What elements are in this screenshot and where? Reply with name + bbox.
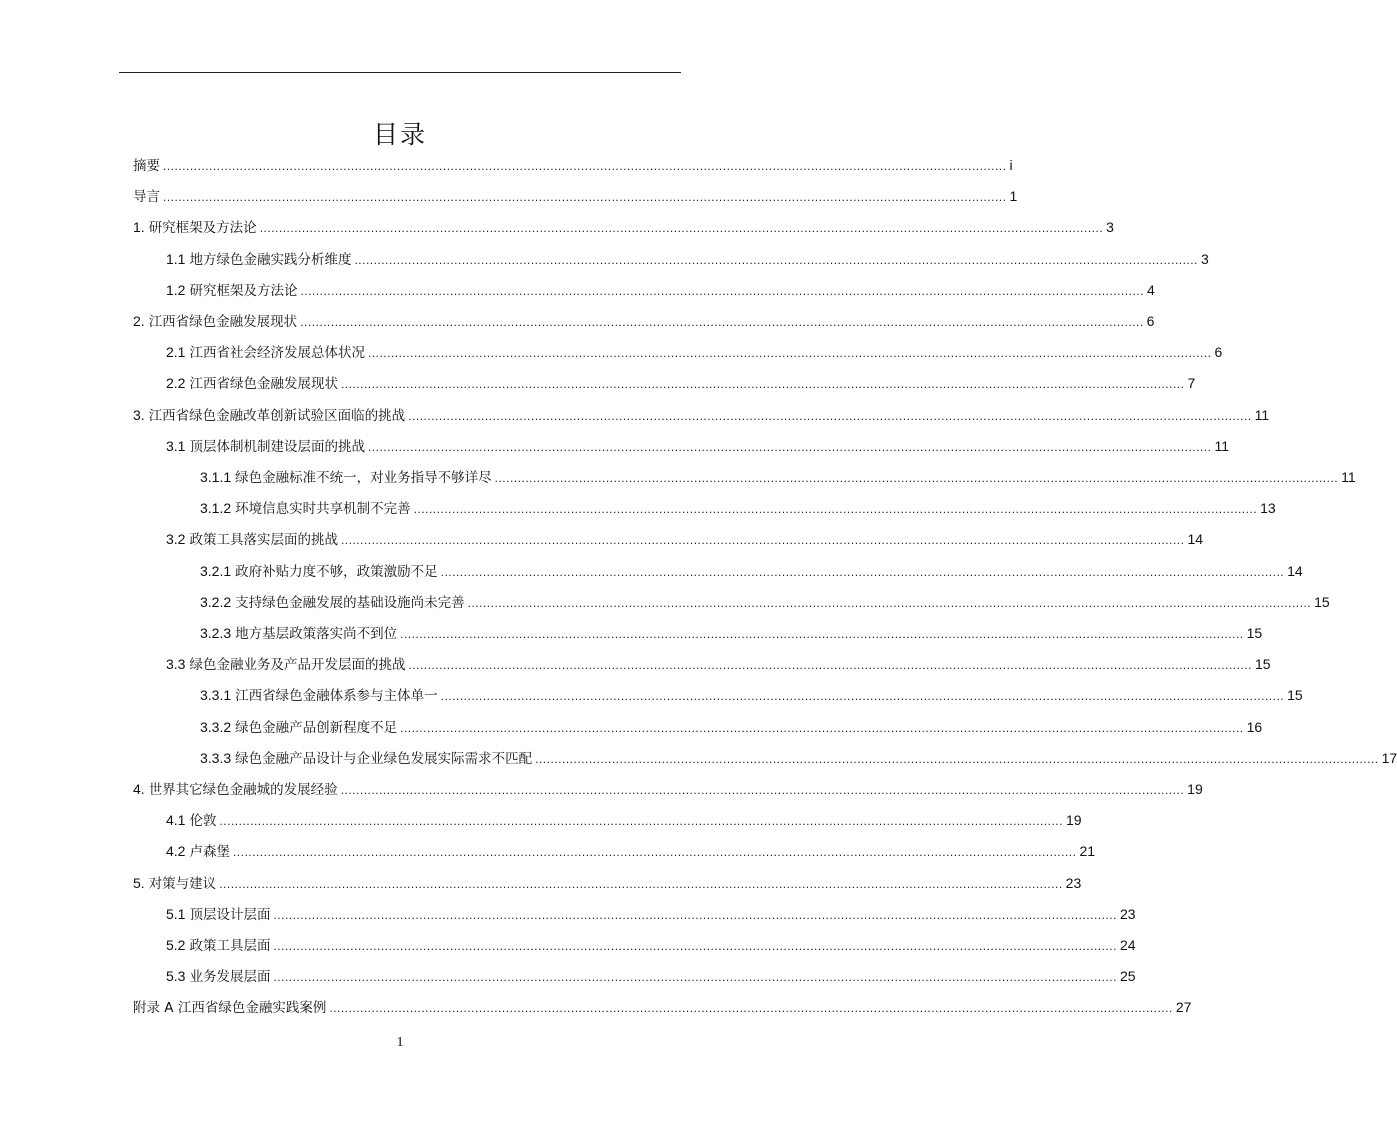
toc-entry-number: 4.2 <box>166 843 186 860</box>
toc-entry[interactable] <box>133 778 1203 800</box>
toc-entry[interactable] <box>166 840 1096 862</box>
toc-entry-label <box>166 903 270 926</box>
toc-entry-page: 13 <box>1260 500 1276 517</box>
toc-entry-text: 江西省绿色金融发展现状 <box>189 376 338 393</box>
toc-entry[interactable] <box>133 154 1013 176</box>
toc-entry[interactable] <box>133 216 1114 238</box>
toc-entry-text: 附录 A 江西省绿色金融实践案例 <box>133 1000 327 1017</box>
toc-entry-text: 业务发展层面 <box>189 969 271 986</box>
toc-entry-page: 6 <box>1146 313 1155 329</box>
toc-entry-number: 3.3.2 <box>200 718 232 735</box>
toc-entry[interactable] <box>133 872 1082 894</box>
toc-entry-text: 绿色金融业务及产品开发层面的挑战 <box>189 657 406 674</box>
toc-entry[interactable] <box>166 528 1204 550</box>
toc-entry[interactable] <box>200 466 1356 488</box>
dot-leader: ............................................................................................................................................................................................................................ <box>467 595 1312 610</box>
dot-leader: ............................................................................................................................................................................................................................ <box>413 502 1258 517</box>
toc-entry-page: 7 <box>1187 375 1196 392</box>
toc-entry-label <box>166 435 365 458</box>
toc-entry-text: 地方基层政策落实尚不到位 <box>235 626 398 642</box>
toc-entry[interactable] <box>166 934 1136 956</box>
toc-entry-page: 15 <box>1314 593 1330 610</box>
toc-entry-number: 3.1.2 <box>200 500 232 517</box>
dot-leader: ............................................................................................................................................................................................................................ <box>535 751 1379 766</box>
toc-entry-label <box>166 934 270 957</box>
toc-entry-page: 24 <box>1119 937 1136 953</box>
toc-entry-number: 5.3 <box>166 968 186 985</box>
toc-entry[interactable] <box>200 560 1303 582</box>
toc-entry-text: 世界其它绿色金融城的发展经验 <box>148 782 338 798</box>
dot-leader: ............................................................................................................................................................................................................................ <box>494 471 1339 485</box>
toc-entry-label <box>166 279 297 302</box>
dot-leader: ............................................................................................................................................................................................................................ <box>163 190 1007 205</box>
toc-entry-number: 3.1 <box>166 437 186 454</box>
toc-entry-label <box>133 155 160 177</box>
toc-entry[interactable] <box>133 185 1018 207</box>
toc-entry[interactable] <box>166 435 1229 457</box>
toc-entry-page: 23 <box>1065 874 1082 891</box>
dot-leader: ............................................................................................................................................................................................................................ <box>273 907 1117 922</box>
toc-entry-label <box>166 840 230 863</box>
toc-entry[interactable] <box>133 404 1270 426</box>
toc-entry-text: 江西省社会经济发展总体状况 <box>189 345 365 362</box>
toc-entry-page: 25 <box>1119 968 1136 985</box>
toc-entry[interactable] <box>200 497 1276 519</box>
toc-title: 目录 <box>372 120 427 149</box>
toc-entry-text: 对策与建议 <box>148 875 217 892</box>
toc-entry-number: 3.2 <box>166 531 186 548</box>
toc-entry-text: 研究框架及方法论 <box>148 220 257 237</box>
toc-entry[interactable] <box>200 684 1303 706</box>
toc-entry[interactable] <box>166 903 1136 925</box>
toc-entry[interactable] <box>166 653 1271 675</box>
toc-entry-number: 3.3.3 <box>200 749 232 766</box>
page-number: 1 <box>396 1035 404 1050</box>
dot-leader: ............................................................................................................................................................................................................................ <box>163 159 1007 173</box>
toc-entry-number: 3.1.1 <box>200 469 232 485</box>
toc-entry[interactable] <box>200 747 1397 769</box>
toc-entry-page: 15 <box>1254 656 1271 673</box>
dot-leader: ............................................................................................................................................................................................................................ <box>219 876 1063 891</box>
toc-entry[interactable] <box>200 716 1263 738</box>
toc-entry-page: i <box>1009 157 1013 173</box>
dot-leader: ............................................................................................................................................................................................................................ <box>340 783 1185 797</box>
toc-entry[interactable] <box>133 996 1192 1018</box>
toc-entry[interactable] <box>166 248 1209 270</box>
toc-entry-label <box>200 591 465 614</box>
toc-entry-page: 19 <box>1187 781 1203 797</box>
toc-entry-text: 政策工具落实层面的挑战 <box>189 532 338 549</box>
dot-leader: ............................................................................................................................................................................................................................ <box>273 970 1117 985</box>
toc-entry-label <box>166 965 270 988</box>
toc-entry[interactable] <box>166 372 1196 394</box>
toc-entry-number: 3.2.2 <box>200 593 232 610</box>
toc-entry[interactable] <box>166 965 1136 987</box>
toc-entry-label <box>166 809 216 832</box>
toc-entry-number: 1.1 <box>166 250 186 267</box>
toc-entry-label <box>166 372 338 395</box>
toc-entry-label <box>133 404 405 427</box>
toc-entry-page: 14 <box>1287 562 1303 579</box>
toc-entry-text: 导言 <box>133 189 160 206</box>
toc-entry-text: 卢森堡 <box>189 844 230 861</box>
dot-leader: ............................................................................................................................................................................................................................ <box>329 1001 1173 1016</box>
toc-entry-number: 5.2 <box>166 937 186 953</box>
toc-entry-text: 地方绿色金融实践分析维度 <box>189 251 352 268</box>
dot-leader: ............................................................................................................................................................................................................................ <box>400 627 1244 641</box>
toc-entry[interactable] <box>166 809 1082 831</box>
toc-entry-page: 11 <box>1214 437 1229 454</box>
toc-entry-text: 绿色金融产品创新程度不足 <box>235 719 398 736</box>
toc-entry-label <box>133 186 160 208</box>
toc-entry-text: 伦敦 <box>189 813 217 830</box>
toc-entry-label <box>166 341 365 364</box>
toc-entry-label <box>200 747 532 770</box>
toc-entry-number: 3.2.1 <box>200 562 232 579</box>
toc-entry-label <box>133 310 297 333</box>
toc-entry-page: 14 <box>1187 531 1204 548</box>
toc-entry-text: 摘要 <box>133 158 160 174</box>
toc-entry-text: 顶层设计层面 <box>189 906 271 923</box>
toc-entry-number: 3. <box>133 406 145 423</box>
toc-entry-page: 15 <box>1246 625 1263 641</box>
toc-entry-text: 政策工具层面 <box>189 938 271 954</box>
toc-entry-label <box>166 528 338 551</box>
toc-entry-number: 2.2 <box>166 375 186 392</box>
toc-entry-number: 5. <box>133 874 145 891</box>
dot-leader: ............................................................................................................................................................................................................................ <box>232 845 1077 860</box>
toc-entry[interactable] <box>166 341 1223 363</box>
toc-entry-text: 研究框架及方法论 <box>189 282 298 299</box>
toc-entry-label <box>200 716 397 739</box>
toc-entry-label <box>133 997 326 1019</box>
dot-leader: ............................................................................................................................................................................................................................ <box>340 377 1185 392</box>
toc-entry-number: 4.1 <box>166 812 186 829</box>
toc-entry-text: 江西省绿色金融改革创新试验区面临的挑战 <box>148 407 406 424</box>
toc-entry-page: 11 <box>1254 406 1270 423</box>
toc-entry-page: 17 <box>1381 749 1397 766</box>
toc-entry-label <box>166 248 351 271</box>
dot-leader: ............................................................................................................................................................................................................................ <box>440 564 1285 579</box>
dot-leader: ............................................................................................................................................................................................................................ <box>440 689 1285 704</box>
toc-entry-number: 3.3 <box>166 656 186 673</box>
toc-entry-number: 4. <box>133 781 145 797</box>
dot-leader: ............................................................................................................................................................................................................................ <box>408 408 1252 423</box>
toc-entry-text: 江西省绿色金融体系参与主体单一 <box>235 688 438 705</box>
toc-entry-page: 11 <box>1341 469 1356 485</box>
toc-entry-page: 6 <box>1214 344 1223 361</box>
dot-leader: ............................................................................................................................................................................................................................ <box>259 221 1104 236</box>
dot-leader: ............................................................................................................................................................................................................................ <box>300 283 1144 298</box>
toc-entry-page: 19 <box>1065 812 1082 829</box>
toc-entry-page: 1 <box>1009 188 1018 205</box>
dot-leader: ............................................................................................................................................................................................................................ <box>367 439 1212 454</box>
toc-entry-page: 21 <box>1079 843 1096 860</box>
toc-entry-label <box>200 497 411 520</box>
toc-entry-number: 1.2 <box>166 281 186 298</box>
toc-entry-page: 4 <box>1146 281 1155 298</box>
toc-entry-label <box>200 684 438 707</box>
toc-entry-text: 顶层体制机制建设层面的挑战 <box>189 438 365 455</box>
dot-leader: ............................................................................................................................................................................................................................ <box>400 720 1244 735</box>
toc-entry[interactable] <box>133 310 1155 332</box>
toc-entry-page: 3 <box>1106 219 1114 236</box>
toc-entry-number: 3.3.1 <box>200 687 232 704</box>
toc-entry[interactable] <box>200 591 1330 613</box>
toc-entry-page: 3 <box>1200 250 1209 267</box>
toc-entry-text: 绿色金融产品设计与企业绿色发展实际需求不匹配 <box>235 750 533 767</box>
toc-entry-label <box>200 622 397 645</box>
toc-entry-label <box>133 216 257 239</box>
toc-entry-label <box>200 466 492 489</box>
dot-leader: ............................................................................................................................................................................................................................ <box>354 252 1198 267</box>
dot-leader: ............................................................................................................................................................................................................................ <box>300 315 1144 329</box>
toc-entry-text: 江西省绿色金融发展现状 <box>148 314 298 330</box>
toc-entry-text: 环境信息实时共享机制不完善 <box>235 501 411 518</box>
toc-entry-page: 23 <box>1119 905 1136 922</box>
toc-entry-number: 1. <box>133 219 145 236</box>
dot-leader: ............................................................................................................................................................................................................................ <box>408 658 1252 673</box>
dot-leader: ............................................................................................................................................................................................................................ <box>367 346 1212 361</box>
toc-entry-number: 3.2.3 <box>200 625 232 641</box>
toc-entry-number: 2.1 <box>166 344 186 361</box>
dot-leader: ............................................................................................................................................................................................................................ <box>273 939 1117 953</box>
toc-entry-text: 绿色金融标准不统一，对业务指导不够详尽 <box>235 470 492 486</box>
toc-entry-page: 27 <box>1175 999 1192 1016</box>
toc-entry-page: 16 <box>1246 718 1263 735</box>
toc-entry[interactable] <box>166 279 1155 301</box>
toc-entry-text: 政府补贴力度不够，政策激励不足 <box>235 563 438 580</box>
toc-entry[interactable] <box>200 622 1263 644</box>
toc-entry-page: 15 <box>1287 687 1303 704</box>
toc-entry-text: 支持绿色金融发展的基础设施尚未完善 <box>235 594 465 611</box>
dot-leader: ............................................................................................................................................................................................................................ <box>219 814 1063 829</box>
toc-entry-number: 5.1 <box>166 905 186 922</box>
toc-entry-label <box>166 653 405 676</box>
toc-entry-label <box>133 778 338 801</box>
toc-entry-label <box>200 560 438 583</box>
dot-leader: ............................................................................................................................................................................................................................ <box>340 533 1185 548</box>
toc-entry-number: 2. <box>133 313 145 329</box>
toc-entry-label <box>133 872 216 895</box>
